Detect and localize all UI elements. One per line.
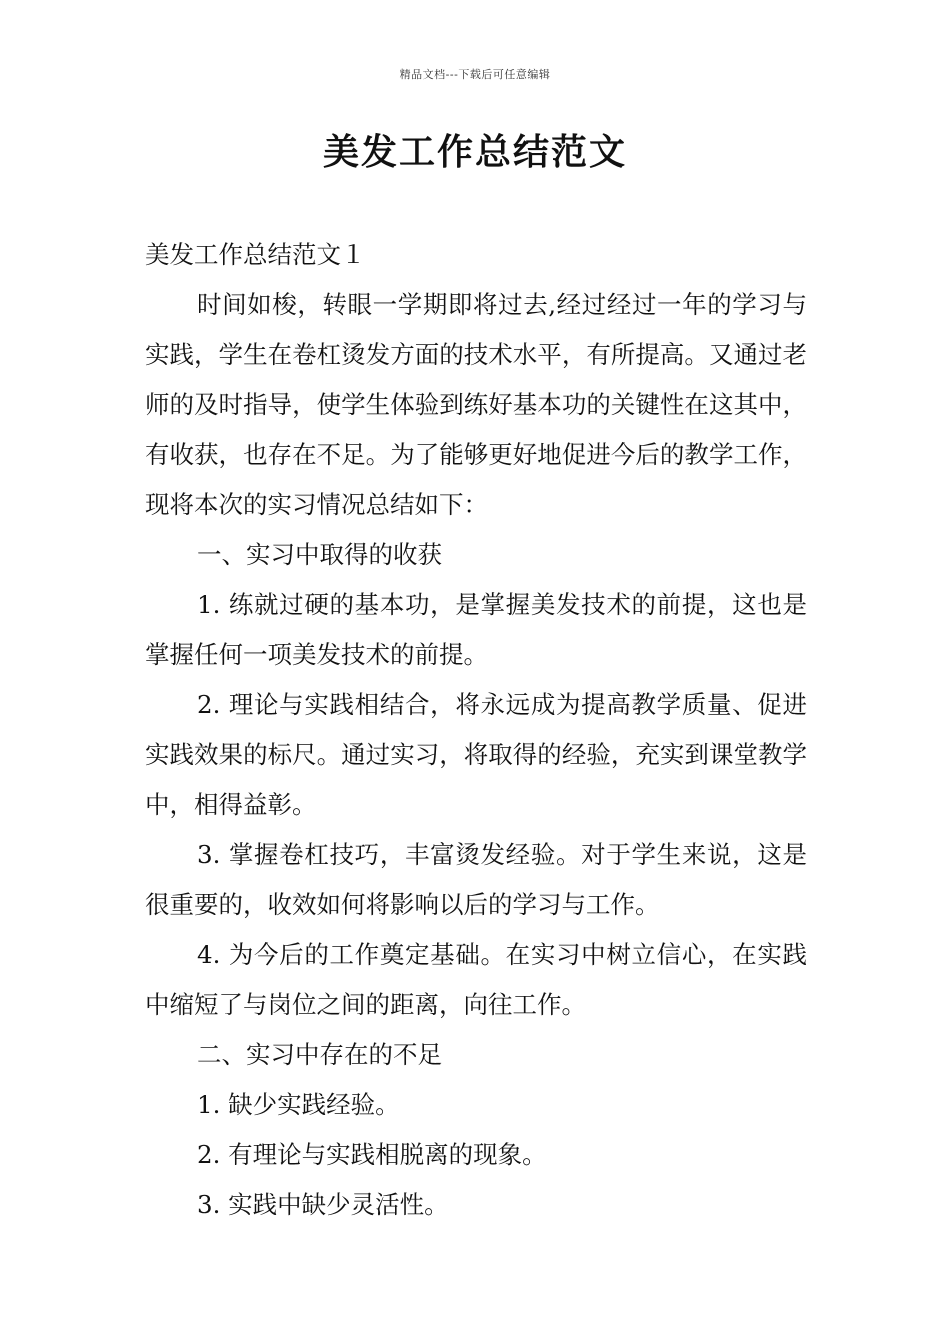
intro-paragraph: 时间如梭，转眼一学期即将过去,经过经过一年的学习与实践，学生在卷杠烫发方面的技术水平，有所提高。又通过老师的及时指导，使学生体验到练好基本功的关键性在这其中，有收获，也存在不足。为了能够更好地促进今后的教学工作，现将本次的实习情况总结如下： — [145, 290, 807, 519]
section2-item-3: 3. 实践中缺少灵活性。 — [197, 1190, 449, 1219]
section2-item-1: 1. 缺少实践经验。 — [197, 1090, 400, 1119]
header-note: 精品文档---下载后可任意编辑 — [399, 68, 551, 81]
document-title: 美发工作总结范文 — [322, 131, 627, 173]
section1-item-2: 2. 理论与实践相结合，将永远成为提高教学质量、促进实践效果的标尺。通过实习，将取得的经验，充实到课堂教学中，相得益彰。 — [145, 690, 807, 819]
section1-heading: 一、实习中取得的收获 — [197, 540, 442, 569]
document-body — [145, 230, 807, 1230]
subtitle: 美发工作总结范文１ — [145, 240, 366, 269]
section1-item-4: 4. 为今后的工作奠定基础。在实习中树立信心，在实践中缩短了与岗位之间的距离，向往工作。 — [145, 940, 807, 1019]
section1-item-1: 1. 练就过硬的基本功，是掌握美发技术的前提，这也是掌握任何一项美发技术的前提。 — [145, 590, 807, 669]
section2-heading: 二、实习中存在的不足 — [197, 1040, 442, 1069]
section2-item-2: 2. 有理论与实践相脱离的现象。 — [197, 1140, 547, 1169]
section1-item-3: 3. 掌握卷杠技巧，丰富烫发经验。对于学生来说，这是很重要的，收效如何将影响以后的学习与工作。 — [145, 840, 807, 919]
